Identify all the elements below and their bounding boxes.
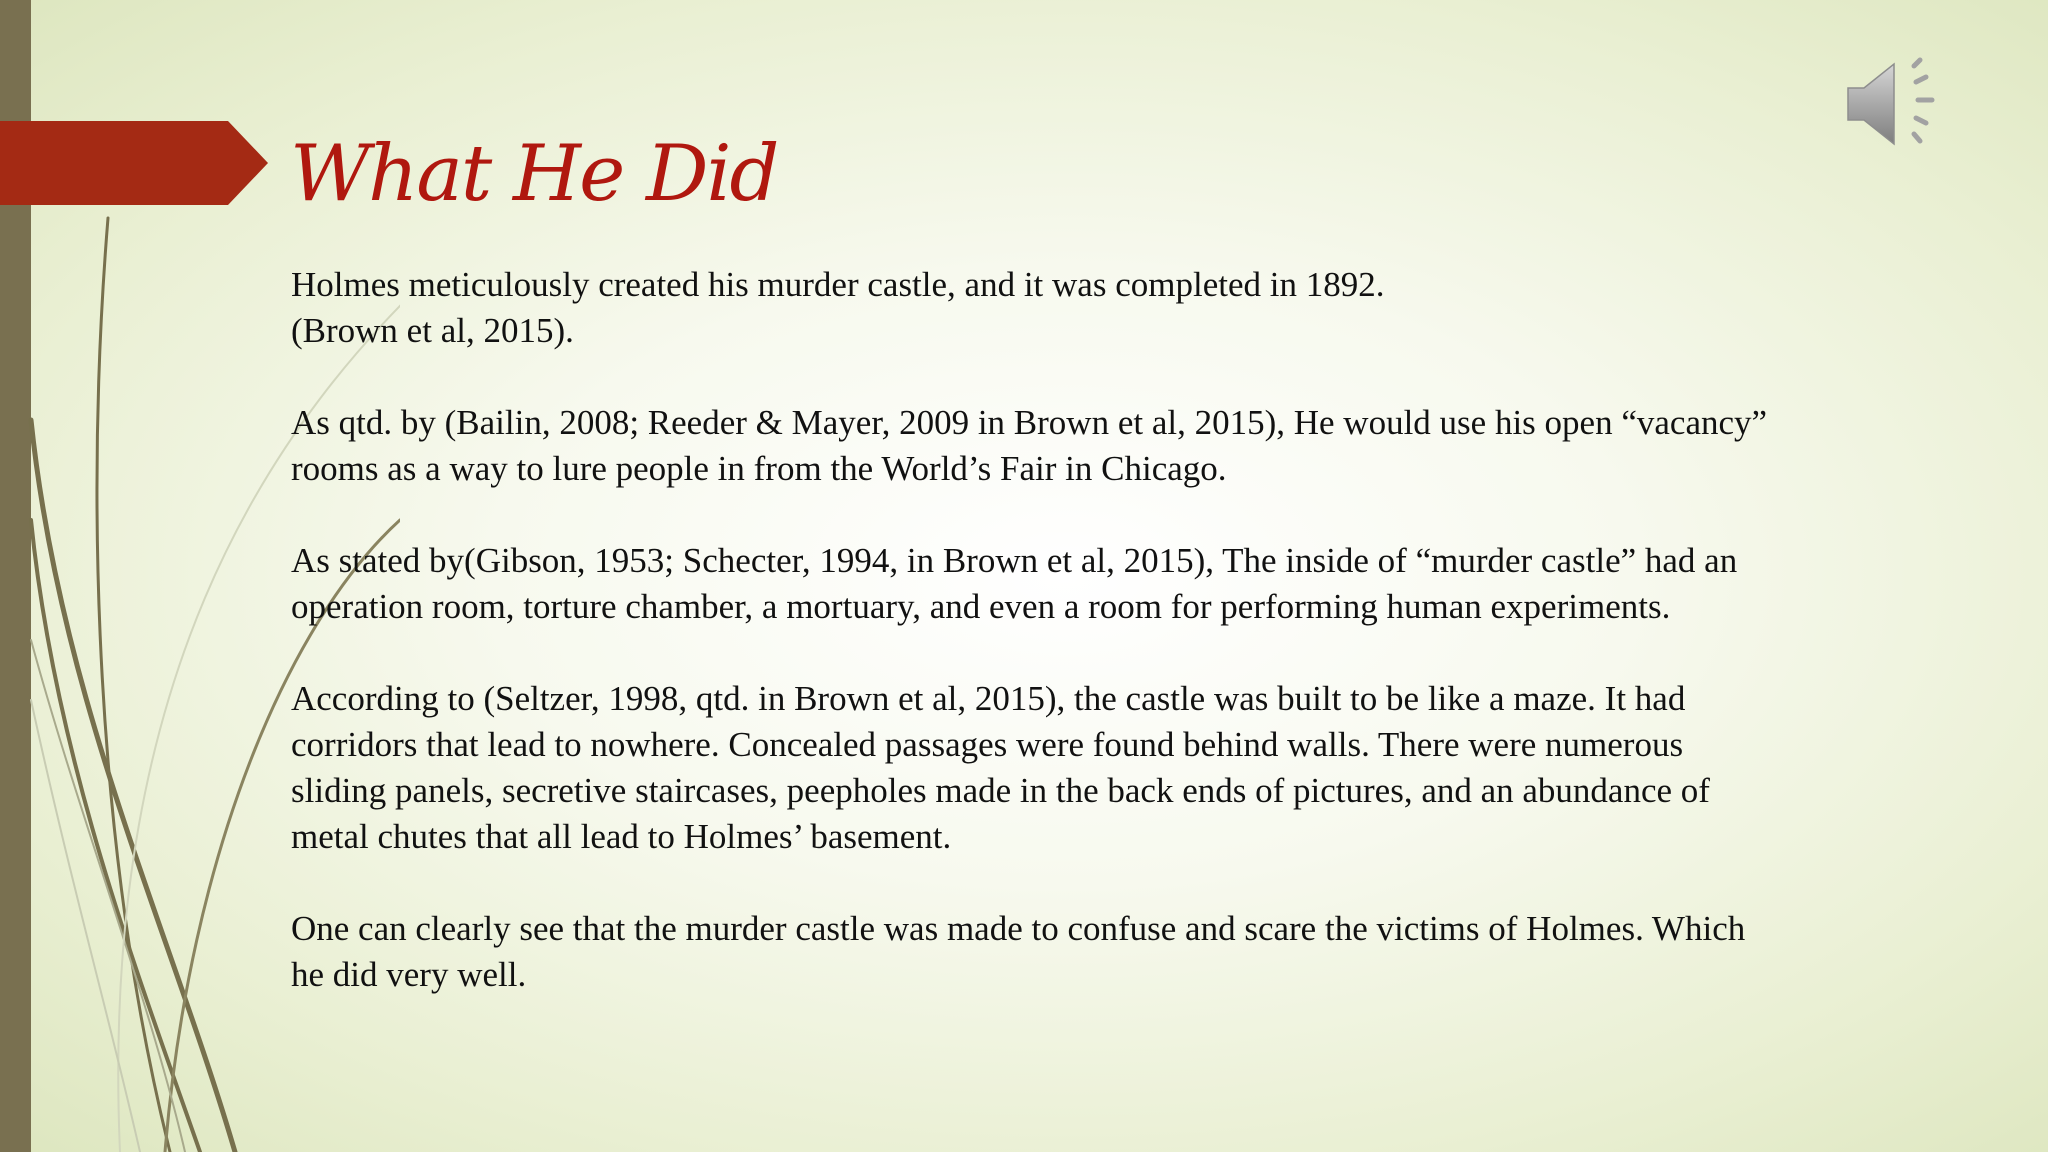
paragraph-3 (291, 538, 1941, 630)
text-line: metal chutes that all lead to Holmes’ basement. (291, 817, 952, 856)
slide-body (291, 262, 1941, 1044)
paragraph-1 (291, 262, 1941, 354)
paragraph-5 (291, 906, 1941, 998)
text-line: One can clearly see that the murder castle was made to confuse and scare the victims of Holmes. Which (291, 909, 1746, 948)
text-line: operation room, torture chamber, a mortuary, and even a room for performing human experiments. (291, 587, 1671, 626)
title-arrow-shape (0, 121, 268, 205)
text-line: sliding panels, secretive staircases, peepholes made in the back ends of pictures, and an abundance of (291, 771, 1710, 810)
text-line: he did very well. (291, 955, 527, 994)
text-line: As stated by(Gibson, 1953; Schecter, 1994, in Brown et al, 2015), The inside of “murder castle” had an (291, 541, 1738, 580)
text-line: According to (Seltzer, 1998, qtd. in Brown et al, 2015), the castle was built to be like a maze. It had (291, 679, 1686, 718)
text-line: (Brown et al, 2015). (291, 311, 574, 350)
text-line: As qtd. by (Bailin, 2008; Reeder & Mayer, 2009 in Brown et al, 2015), He would use his open “vacancy” (291, 403, 1768, 442)
speaker-icon[interactable] (1838, 54, 1948, 154)
text-line: Holmes meticulously created his murder castle, and it was completed in 1892. (291, 265, 1385, 304)
text-line: rooms as a way to lure people in from the World’s Fair in Chicago. (291, 449, 1227, 488)
paragraph-2 (291, 400, 1941, 492)
text-line: corridors that lead to nowhere. Concealed passages were found behind walls. There were numerous (291, 725, 1684, 764)
slide-title: What He Did (290, 129, 778, 219)
paragraph-4 (291, 676, 1941, 860)
